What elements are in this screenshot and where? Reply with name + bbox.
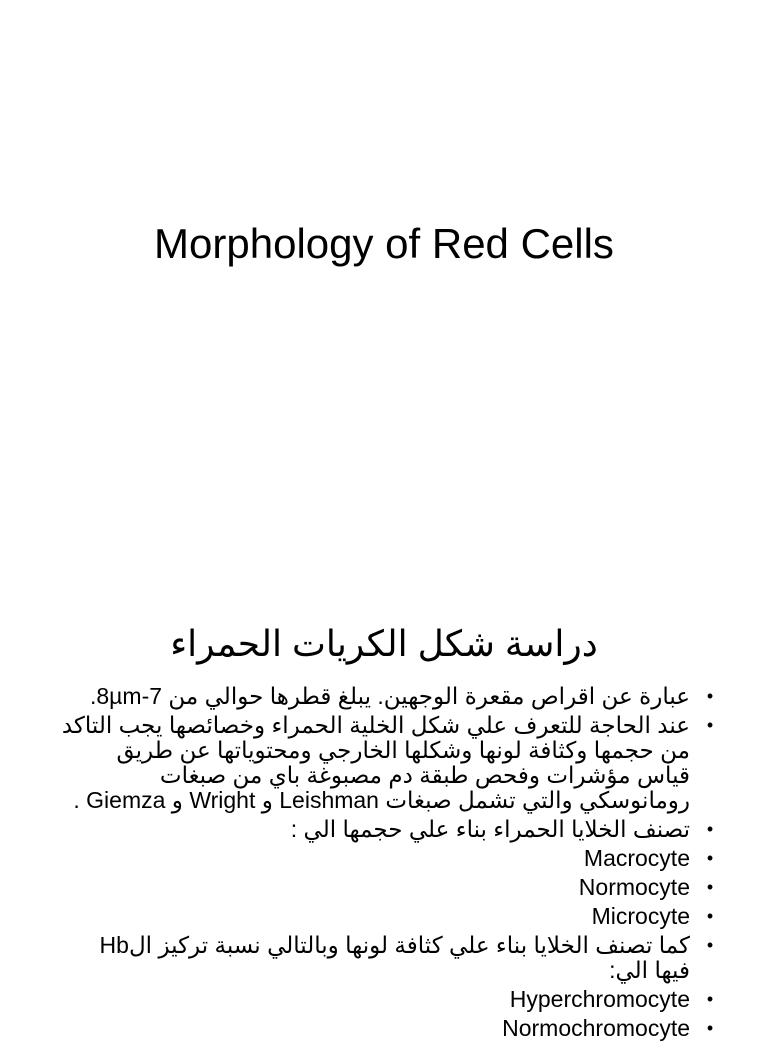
bullet-dot-icon: • [706, 715, 714, 735]
list-item: • Normochromocyte [60, 1016, 720, 1041]
list-item: • Hyperchromocyte [60, 987, 720, 1012]
list-item: • Macrocyte [60, 846, 720, 871]
list-item: • كما تصنف الخلايا بناء علي كثافة لونها وبالتالي نسبة تركيز الHb فيها الي: [60, 933, 720, 983]
slide-1 [0, 0, 768, 512]
list-item: • Normocyte [60, 875, 720, 900]
slide-title: Morphology of Red Cells [154, 220, 614, 267]
list-item: • Microcyte [60, 904, 720, 929]
bullet-dot-icon: • [706, 906, 714, 926]
bullet-dot-icon: • [706, 686, 714, 706]
bullet-dot-icon: • [706, 935, 714, 955]
bullet-list [60, 684, 720, 1045]
list-item: • عبارة عن اقراص مقعرة الوجهين. يبلغ قطرها حوالي من 7-8µm. [60, 684, 720, 709]
bullet-dot-icon: • [706, 1018, 714, 1038]
slide-2 [0, 512, 768, 1041]
bullet-dot-icon: • [706, 848, 714, 868]
list-item: • عند الحاجة للتعرف علي شكل الخلية الحمراء وخصائصها يجب التاكد من حجمها وكثافة لونها وشكلها الخارجي ومحتوياتها عن طريق قياس مؤشرات وفحص طبقة دم مصبوغة باي من صبغات رومانوسكي والتي تشمل صبغات Leishman و Wright و Giemza . [60, 713, 720, 813]
bullet-dot-icon: • [706, 819, 714, 839]
bullet-dot-icon: • [706, 877, 714, 897]
list-item: • تصنف الخلايا الحمراء بناء علي حجمها الي : [60, 817, 720, 842]
slide-heading: دراسة شكل الكريات الحمراء [170, 623, 598, 664]
bullet-dot-icon: • [706, 989, 714, 1009]
